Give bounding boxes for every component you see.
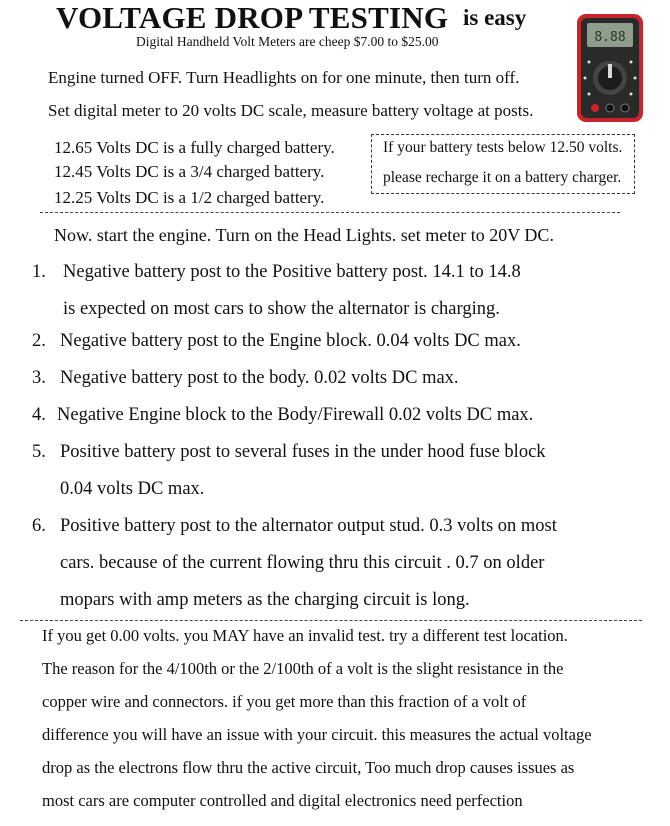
multimeter-icon — [575, 12, 645, 124]
step-text: cars. because of the current flowing thru this circuit . 0.7 on older — [60, 553, 545, 573]
charge-level-full: 12.65 Volts DC is a fully charged battery. — [54, 138, 335, 157]
page-title-suffix: is easy — [463, 5, 527, 30]
step-number: 1. — [32, 262, 46, 282]
intro-line-1: Engine turned OFF. Turn Headlights on for one minute, then turn off. — [48, 68, 520, 87]
start-instruction: Now. start the engine. Turn on the Head Lights. set meter to 20V DC. — [54, 225, 554, 245]
step-text: Negative battery post to the Positive battery post. 14.1 to 14.8 — [63, 262, 521, 282]
step-text: Negative battery post to the Engine block. 0.04 volts DC max. — [60, 331, 521, 351]
page-title: VOLTAGE DROP TESTING — [56, 0, 449, 35]
note-line: If you get 0.00 volts. you MAY have an invalid test. try a different test location. — [42, 626, 568, 645]
note-line: The reason for the 4/100th or the 2/100th of a volt is the slight resistance in the — [42, 659, 564, 678]
divider-bottom — [20, 620, 642, 621]
callout-line-1: If your battery tests below 12.50 volts. — [383, 139, 623, 156]
step-number: 5. — [32, 442, 46, 462]
step-number: 6. — [32, 516, 46, 536]
charge-level-half: 12.25 Volts DC is a 1/2 charged battery. — [54, 188, 325, 207]
recharge-callout — [371, 134, 635, 194]
step-text: Negative battery post to the body. 0.02 volts DC max. — [60, 368, 459, 388]
step-number: 4. — [32, 405, 46, 425]
note-line: most cars are computer controlled and digital electronics need perfection — [42, 791, 523, 810]
svg-text:8.88: 8.88 — [594, 30, 626, 45]
intro-line-2: Set digital meter to 20 volts DC scale, measure battery voltage at posts. — [48, 101, 534, 120]
step-text: Positive battery post to several fuses in the under hood fuse block — [60, 442, 546, 462]
step-text: is expected on most cars to show the alternator is charging. — [63, 299, 500, 319]
step-number: 3. — [32, 368, 46, 388]
note-line: copper wire and connectors. if you get more than this fraction of a volt of — [42, 692, 527, 711]
divider-top — [40, 212, 620, 213]
step-number: 2. — [32, 331, 46, 351]
step-text: 0.04 volts DC max. — [60, 479, 205, 499]
callout-line-2: please recharge it on a battery charger. — [383, 169, 622, 186]
step-text: Negative Engine block to the Body/Firewall 0.02 volts DC max. — [57, 405, 534, 425]
step-text: Positive battery post to the alternator output stud. 0.3 volts on most — [60, 516, 557, 536]
step-text: mopars with amp meters as the charging circuit is long. — [60, 590, 470, 610]
note-line: drop as the electrons flow thru the active circuit, Too much drop causes issues as — [42, 758, 575, 777]
page-subtitle: Digital Handheld Volt Meters are cheep $7.00 to $25.00 — [136, 34, 439, 49]
charge-level-three-quarter: 12.45 Volts DC is a 3/4 charged battery. — [54, 162, 325, 181]
note-line: difference you will have an issue with your circuit. this measures the actual voltage — [42, 725, 592, 744]
